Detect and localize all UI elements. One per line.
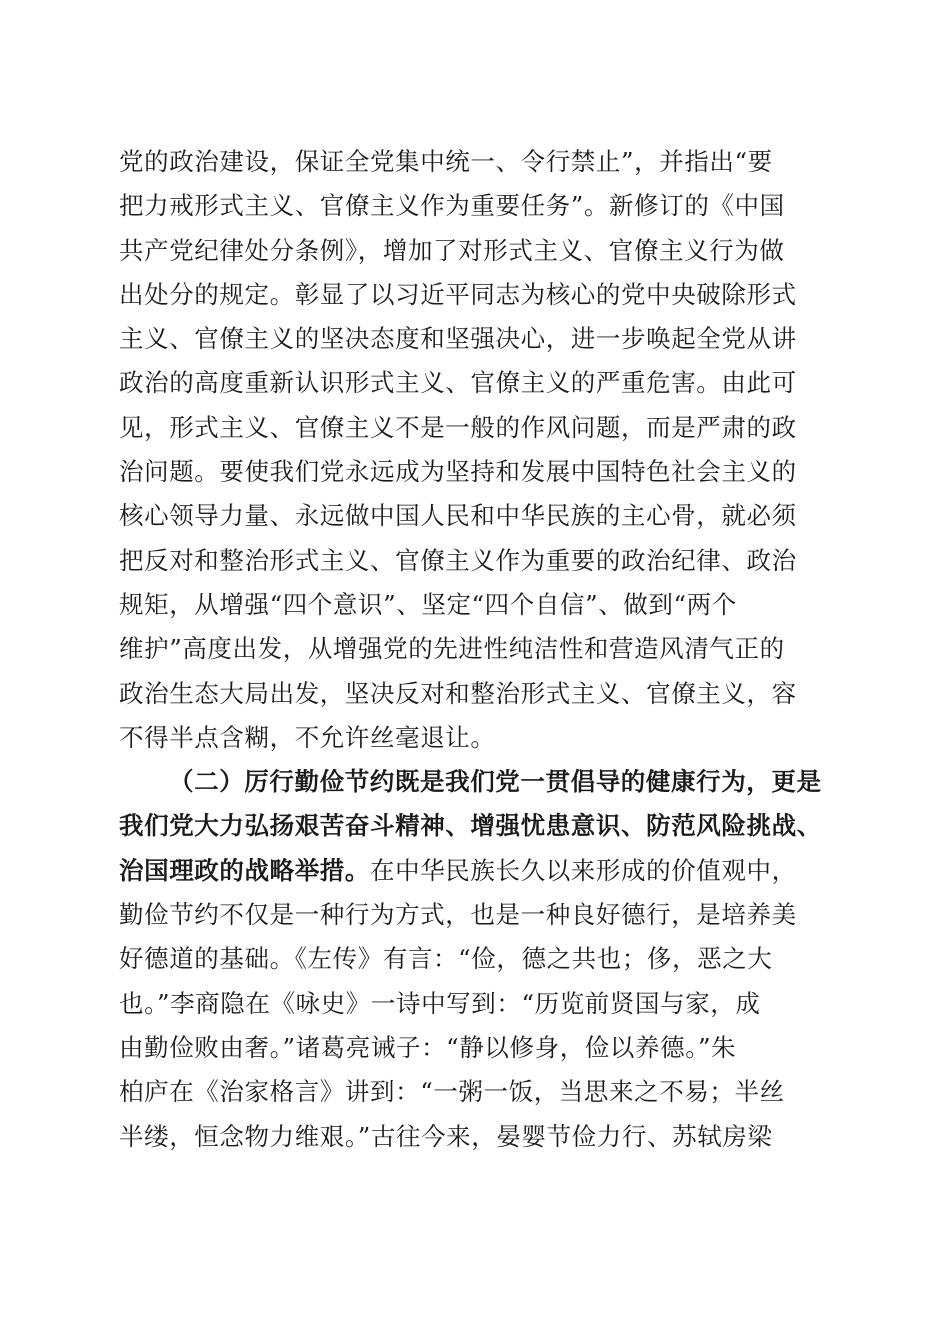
text-line: 把反对和整治形式主义、官僚主义作为重要的政治纪律、政治 [119, 545, 797, 575]
text-line: 见，形式主义、官僚主义不是一般的作风问题，而是严肃的政 [119, 412, 797, 442]
text-line: 规矩，从增强“四个意识”、坚定“四个自信”、做到“两个 [119, 589, 737, 619]
text-line [119, 849, 831, 893]
text-line: 核心领导力量、永远做中国人民和中华民族的主心骨，就必须 [119, 501, 797, 531]
text-line: 勤俭节约不仅是一种行为方式，也是一种良好德行，是培养美 [119, 900, 797, 930]
text-line: 半缕，恒念物力维艰。”古往今来，晏婴节俭力行、苏轼房梁 [119, 1121, 773, 1151]
text-line: 党的政治建设，保证全党集中统一、令行禁止”，并指出“要 [119, 147, 773, 176]
section-heading-line: （二）厉行勤俭节约既是我们党一贯倡导的健康行为，更是 [169, 767, 822, 797]
text-span: 在中华民族长久以来形成的价值观中， [370, 855, 797, 885]
text-line: 维护”高度出发，从增强党的先进性纯洁性和营造风清气正的 [119, 634, 785, 664]
text-line: 出处分的规定。彰显了以习近平同志为核心的党中央破除形式 [119, 279, 797, 309]
text-line: 好德道的基础。《左传》有言：“俭，德之共也；侈，恶之大 [119, 944, 773, 974]
text-line: 柏庐在《治家格言》讲到：“一粥一饭，当思来之不易；半丝 [119, 1077, 785, 1107]
text-line: 共产党纪律处分条例》，增加了对形式主义、官僚主义行为做 [119, 235, 785, 265]
section-heading-line: 我们党大力弘扬艰苦奋斗精神、增强忧患意识、防范风险挑战、 [119, 811, 822, 841]
text-line: 不得半点含糊，不允许丝毫退让。 [119, 722, 496, 752]
section-heading-end: 治国理政的战略举措。 [119, 855, 370, 885]
text-line: 也。”李商隐在《咏史》一诗中写到：“历览前贤国与家，成 [119, 988, 761, 1018]
text-line: 主义、官僚主义的坚决态度和坚强决心，进一步唤起全党从讲 [119, 324, 797, 354]
text-line: 政治的高度重新认识形式主义、官僚主义的严重危害。由此可 [119, 368, 797, 398]
text-line: 由勤俭败由奢。”诸葛亮诫子：“静以修身，俭以养德。”朱 [119, 1032, 737, 1062]
text-line: 政治生态大局出发，坚决反对和整治形式主义、官僚主义，容 [119, 678, 797, 708]
text-line: 把力戒形式主义、官僚主义作为重要任务”。新修订的《中国 [119, 191, 785, 221]
text-line: 治问题。要使我们党永远成为坚持和发展中国特色社会主义的 [119, 457, 797, 487]
body-text [119, 140, 831, 1159]
